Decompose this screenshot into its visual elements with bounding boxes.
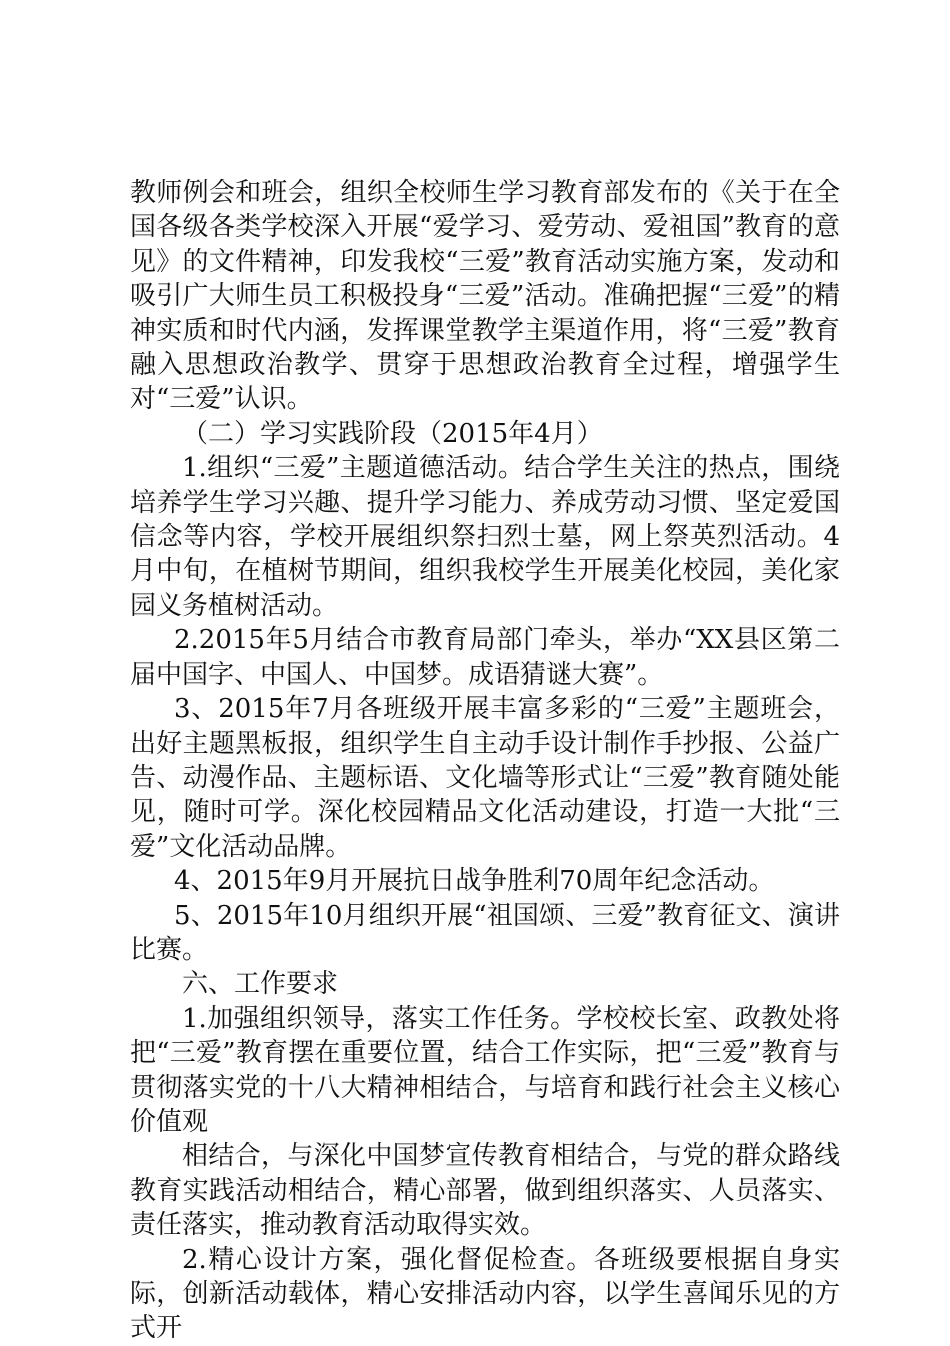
paragraph-requirement-2: 2.精心设计方案，强化督促检查。各班级要根据自身实际，创新活动载体，精心安排活动内容，以学生喜闻乐见的方式开: [130, 1244, 840, 1344]
paragraph-item-2: 2.2015年5月结合市教育局部门牵头，举办“XX县区第二届中国字、中国人、中国梦。成语猜谜大赛”。: [130, 625, 840, 690]
paragraph-intro: 教师例会和班会，组织全校师生学习教育部发布的《关于在全国各级各类学校深入开展“爱学习、爱劳动、爱祖国”教育的意见》的文件精神，印发我校“三爱”教育活动实施方案，发动和吸引广大师生员工积极投身“三爱”活动。准确把握“三爱”的精神实质和时代内涵，发挥课堂教学主渠道作用，将“三爱”教育融入思想政治教学、贯穿于思想政治教育全过程，增强学生对“三爱”认识。: [130, 178, 840, 415]
paragraph-item-3: 3、2015年7月各班级开展丰富多彩的“三爱”主题班会，出好主题黑板报，组织学生自主动手设计制作手抄报、公益广告、动漫作品、主题标语、文化墙等形式让“三爱”教育随处能见，随时可学。深化校园精品文化活动建设，打造一大批“三爱”文化活动品牌。: [130, 694, 840, 862]
section-heading-work-requirements: 六、工作要求: [182, 969, 339, 1000]
paragraph-requirement-1: 1.加强组织领导，落实工作任务。学校校长室、政教处将把“三爱”教育摆在重要位置，结合工作实际，把“三爱”教育与贯彻落实党的十八大精神相结合，与培育和践行社会主义核心价值观: [130, 1003, 840, 1137]
paragraph-item-1: 1.组织“三爱”主题道德活动。结合学生关注的热点，围绕培养学生学习兴趣、提升学习能力、养成劳动习惯、坚定爱国信念等内容，学校开展组织祭扫烈士墓，网上祭英烈活动。4月中旬，在植树节期间，组织我校学生开展美化校园，美化家园义务植树活动。: [130, 453, 840, 621]
paragraph-item-5: 5、2015年10月组织开展“祖国颂、三爱”教育征文、演讲比赛。: [130, 900, 840, 965]
paragraph-item-4: 4、2015年9月开展抗日战争胜利70周年纪念活动。: [174, 866, 775, 897]
document-body: [130, 176, 840, 1346]
paragraph-requirement-1-continued: 相结合，与深化中国梦宣传教育相结合，与党的群众路线教育实践活动相结合，精心部署，做到组织落实、人员落实、责任落实，推动教育活动取得实效。: [130, 1141, 840, 1241]
section-heading-study-practice: （二）学习实践阶段（2015年4月）: [182, 418, 603, 449]
